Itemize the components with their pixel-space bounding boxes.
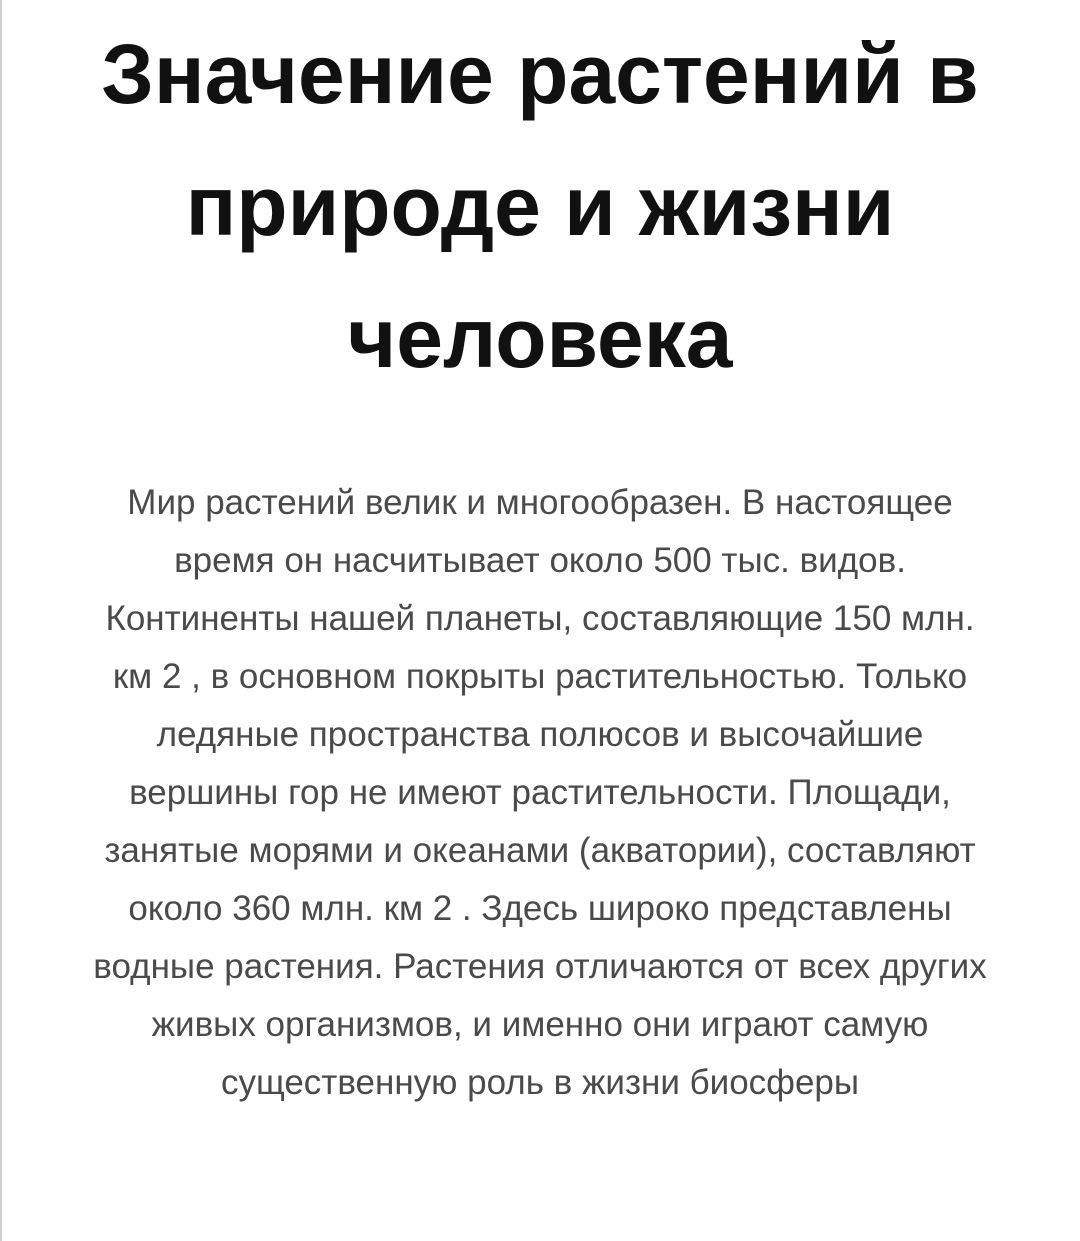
article-body-paragraph: Мир растений велик и многообразен. В настоящее время он насчитывает около 500 тыс. видов. Континенты нашей планеты, составляющие 150 млн. км 2 , в основном покрыты растительностью. Только ледяные пространства полюсов и высочайшие вершины гор не имеют растительности. Площади, занятые морями и океанами (акватории), составляют около 360 млн. км 2 . Здесь широко представлены водные растения. Растения отличаются от всех других живых организмов, и именно они играют самую существенную роль в жизни биосферы xyxy=(93,483,987,1102)
article-title: Значение растений в природе и жизни человека xyxy=(101,27,979,385)
